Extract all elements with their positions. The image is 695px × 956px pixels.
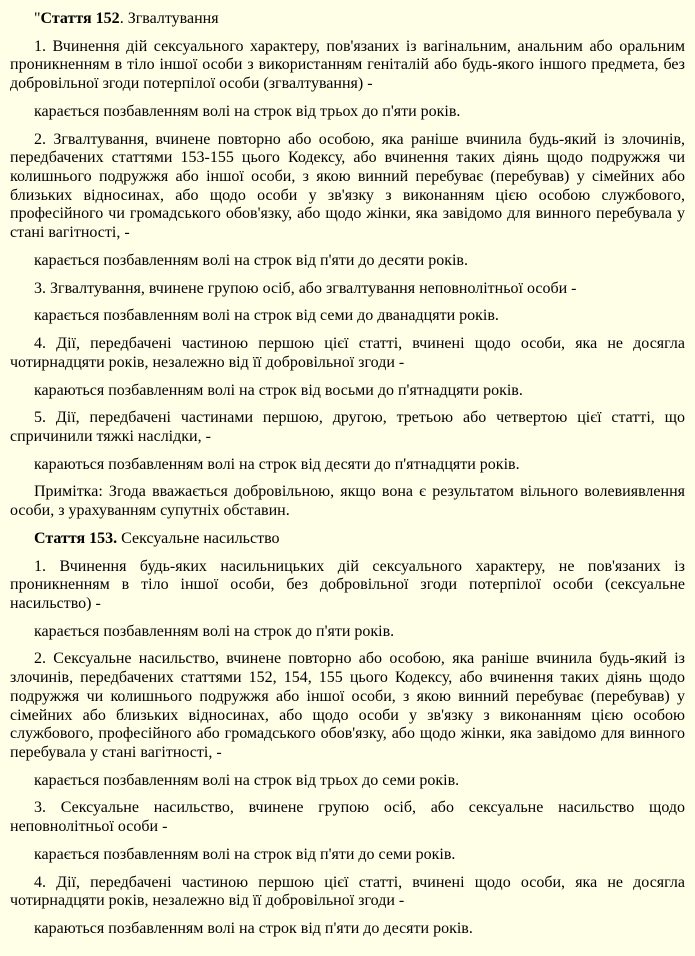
article-152-title: . Згвалтування bbox=[119, 10, 219, 27]
article-152-part-3: 3. Згвалтування, вчинене групою осіб, або згвалтування неповнолітньої особи - bbox=[34, 279, 577, 297]
article-153-part-3: 3. Сексуальне насильство, вчинене групою осіб, або сексуальне насильство щодо неповнолітньої особи - bbox=[10, 799, 685, 836]
article-152-part-2-sanction: карається позбавленням волі на строк від п'яти до десяти років. bbox=[34, 251, 468, 269]
article-153-title: Сексуальне насильство bbox=[117, 529, 280, 547]
article-152-part-5-sanction: караються позбавленням волі на строк від десяти до п'ятнадцяти років. bbox=[34, 455, 520, 473]
article-153-part-2: 2. Сексуальне насильство, вчинене повторно або особою, яка раніше вчинила будь-який із злочинів, передбачених статтями 152, 154, 155 цього Кодексу, або вчинення таких діянь щодо подружжя чи колишнього подружжя або іншої особи, з якою винний перебуває (перебував) у сімейних або близьких відносинах, або щодо особи у зв'язку з виконанням цією особою службового, професійного або громадського обов'язку, або щодо жінки, яка завідомо для винного перебувала у стані вагітності, - bbox=[10, 650, 685, 761]
article-152-part-1-sanction: карається позбавленням волі на строк від трьох до п'яти років. bbox=[34, 102, 461, 120]
article-153-part-2-sanction: карається позбавленням волі на строк від трьох до семи років. bbox=[34, 771, 460, 789]
article-152-part-5: 5. Дії, передбачені частинами першою, другою, третьою або четвертою цієї статті, що спричинили тяжкі наслідки, - bbox=[10, 409, 685, 445]
article-152-part-2: 2. Згвалтування, вчинене повторно або особою, яка раніше вчинила будь-який із злочинів, передбачених статтями 153-155 цього Кодексу, або вчинення таких діянь щодо подружжя чи колишнього подружжя або іншої особи, з якою винний перебуває (перебував) у сімейних або близьких відносинах, або щодо особи у зв'язку з виконанням цією особою службового, професійного чи громадського обов'язку, або щодо жінки, яка завідомо для винного перебувала у стані вагітності, - bbox=[10, 130, 685, 242]
article-153-number: Стаття 153. bbox=[34, 529, 118, 547]
article-152-note: Примітка: Згода вважається добровільною, якщо вона є результатом вільного волевиявлення особи, з урахуванням супутніх обставин. bbox=[10, 483, 685, 520]
article-153-part-4-sanction: караються позбавленням волі на строк від п'яти до десяти років. bbox=[34, 920, 473, 938]
opening-quote-mark: " bbox=[34, 10, 41, 27]
article-153-part-1-sanction: карається позбавленням волі на строк до п'яти років. bbox=[34, 622, 395, 640]
article-152-part-1: 1. Вчинення дій сексуального характеру, пов'язаних із вагінальним, анальним або оральним проникненням в тіло іншої особи з використанням геніталій або будь-якого іншого предмета, без добровільної згоди потерпілої особи (згвалтування) - bbox=[10, 37, 685, 93]
article-152-part-4: 4. Дії, передбачені частиною першою цієї статті, вчинені щодо особи, яка не досягла чотирнадцяти років, незалежно від її добровільної згоди - bbox=[10, 335, 685, 371]
article-152-number: Стаття 152 bbox=[40, 10, 120, 27]
article-153-part-3-sanction: карається позбавленням волі на строк від п'яти до семи років. bbox=[34, 845, 456, 863]
article-153-part-4: 4. Дії, передбачені частиною першою цієї статті, вчинені щодо особи, яка не досягла чотирнадцяти років, незалежно від її добровільної згоди - bbox=[10, 873, 685, 910]
article-152-part-4-sanction: караються позбавленням волі на строк від восьми до п'ятнадцяти років. bbox=[34, 381, 523, 399]
article-153-part-1: 1. Вчинення будь-яких насильницьких дій сексуального характеру, не пов'язаних із проникненням в тіло іншої особи, без добровільної згоди потерпілої особи (сексуальне насильство) - bbox=[10, 557, 685, 612]
article-152-part-3-sanction: карається позбавленням волі на строк від семи до дванадцяти років. bbox=[34, 307, 499, 325]
article-153-heading bbox=[10, 530, 685, 549]
article-152-heading bbox=[10, 10, 685, 29]
